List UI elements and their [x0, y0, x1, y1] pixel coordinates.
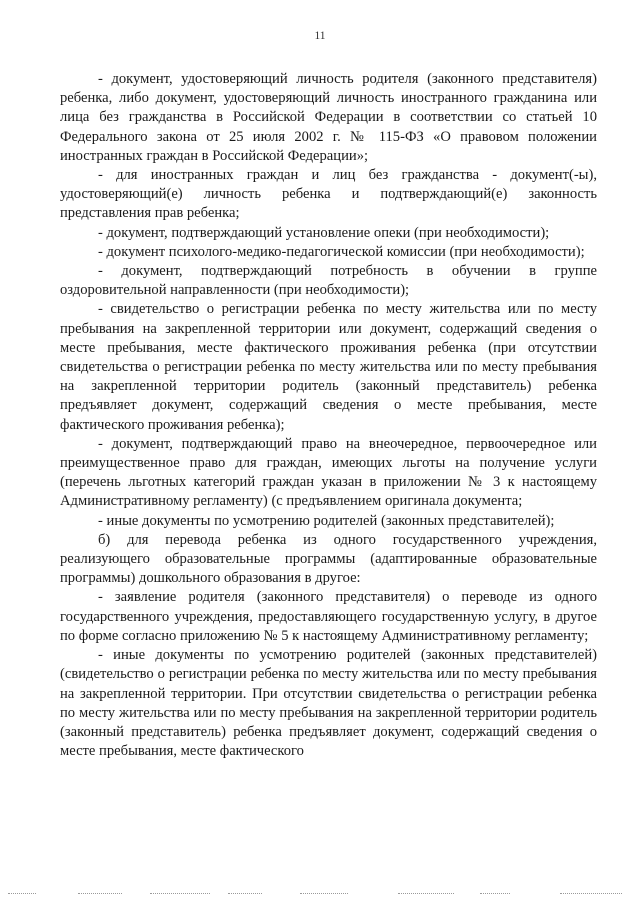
paragraph-guardianship-document: - документ, подтверждающий установление опеки (при необходимости);: [98, 224, 550, 241]
paragraph-priority-right-document: - документ, подтверждающий право на внеочередное, первоочередное или преимущественное право для граждан, имеющих льготы на получение услуги (перечень льготных категорий граждан указан в приложении № 3 к настоящему Административному регламенту) (с предъявлением оригинала документа;: [60, 435, 597, 510]
document-body: [60, 70, 597, 761]
paragraph-pmpk-document: - документ психолого-медико-педагогической комиссии (при необходимости);: [98, 243, 585, 260]
page-number: 11: [314, 30, 326, 42]
paragraph-transfer-other-documents: - иные документы по усмотрению родителей (законных представителей) (свидетельство о регистрации ребенка по месту жительства или по месту пребывания на закрепленной территории. При отсутствии свидетельства о регистрации ребенка по месту жительства или по месту пребывания на закрепленной территории родитель (законный представитель) ребенка предъявляет документ, содержащий сведения о месте пребывания, месте фактического: [60, 647, 597, 760]
paragraph-transfer-application: - заявление родителя (законного представителя) о переводе из одного государственного учреждения, предоставляющего государственную услугу, в другое по форме согласно приложению № 5 к настоящему Административному регламенту;: [60, 589, 597, 644]
paragraph-foreign-citizens-documents: - для иностранных граждан и лиц без гражданства - документ(-ы), удостоверяющий(е) личность ребенка и подтверждающий(е) законность представления прав ребенка;: [60, 167, 597, 222]
paragraph-parent-identity-document: - документ, удостоверяющий личность родителя (законного представителя) ребенка, либо документ, удостоверяющий личность иностранного гражданина или лица без гражданства в Российской Федерации в соответствии со статьей 10 Федерального закона от 25 июля 2002 г. № 115-ФЗ «О правовом положении иностранных граждан в Российской Федерации»;: [60, 71, 597, 164]
scan-artifact-marks: [0, 893, 640, 899]
paragraph-transfer-heading: б) для перевода ребенка из одного государственного учреждения, реализующего образовательные программы (адаптированные образовательные программы) дошкольного образования в другое:: [60, 531, 597, 587]
paragraph-health-group-document: - документ, подтверждающий потребность в обучении в группе оздоровительной направленности (при необходимости);: [60, 263, 597, 299]
paragraph-registration-certificate: - свидетельство о регистрации ребенка по месту жительства или по месту пребывания на закрепленной территории или документ, содержащий сведения о месте пребывания, месте фактического проживания ребенка (при отсутствии свидетельства о регистрации ребенка по месту жительства или по месту пребывания на закрепленной территории родитель (законный представитель) ребенка предъявляет документ, содержащий сведения о месте пребывания, месте фактического проживания ребенка);: [60, 301, 597, 433]
paragraph-other-documents: - иные документы по усмотрению родителей (законных представителей);: [98, 512, 555, 529]
